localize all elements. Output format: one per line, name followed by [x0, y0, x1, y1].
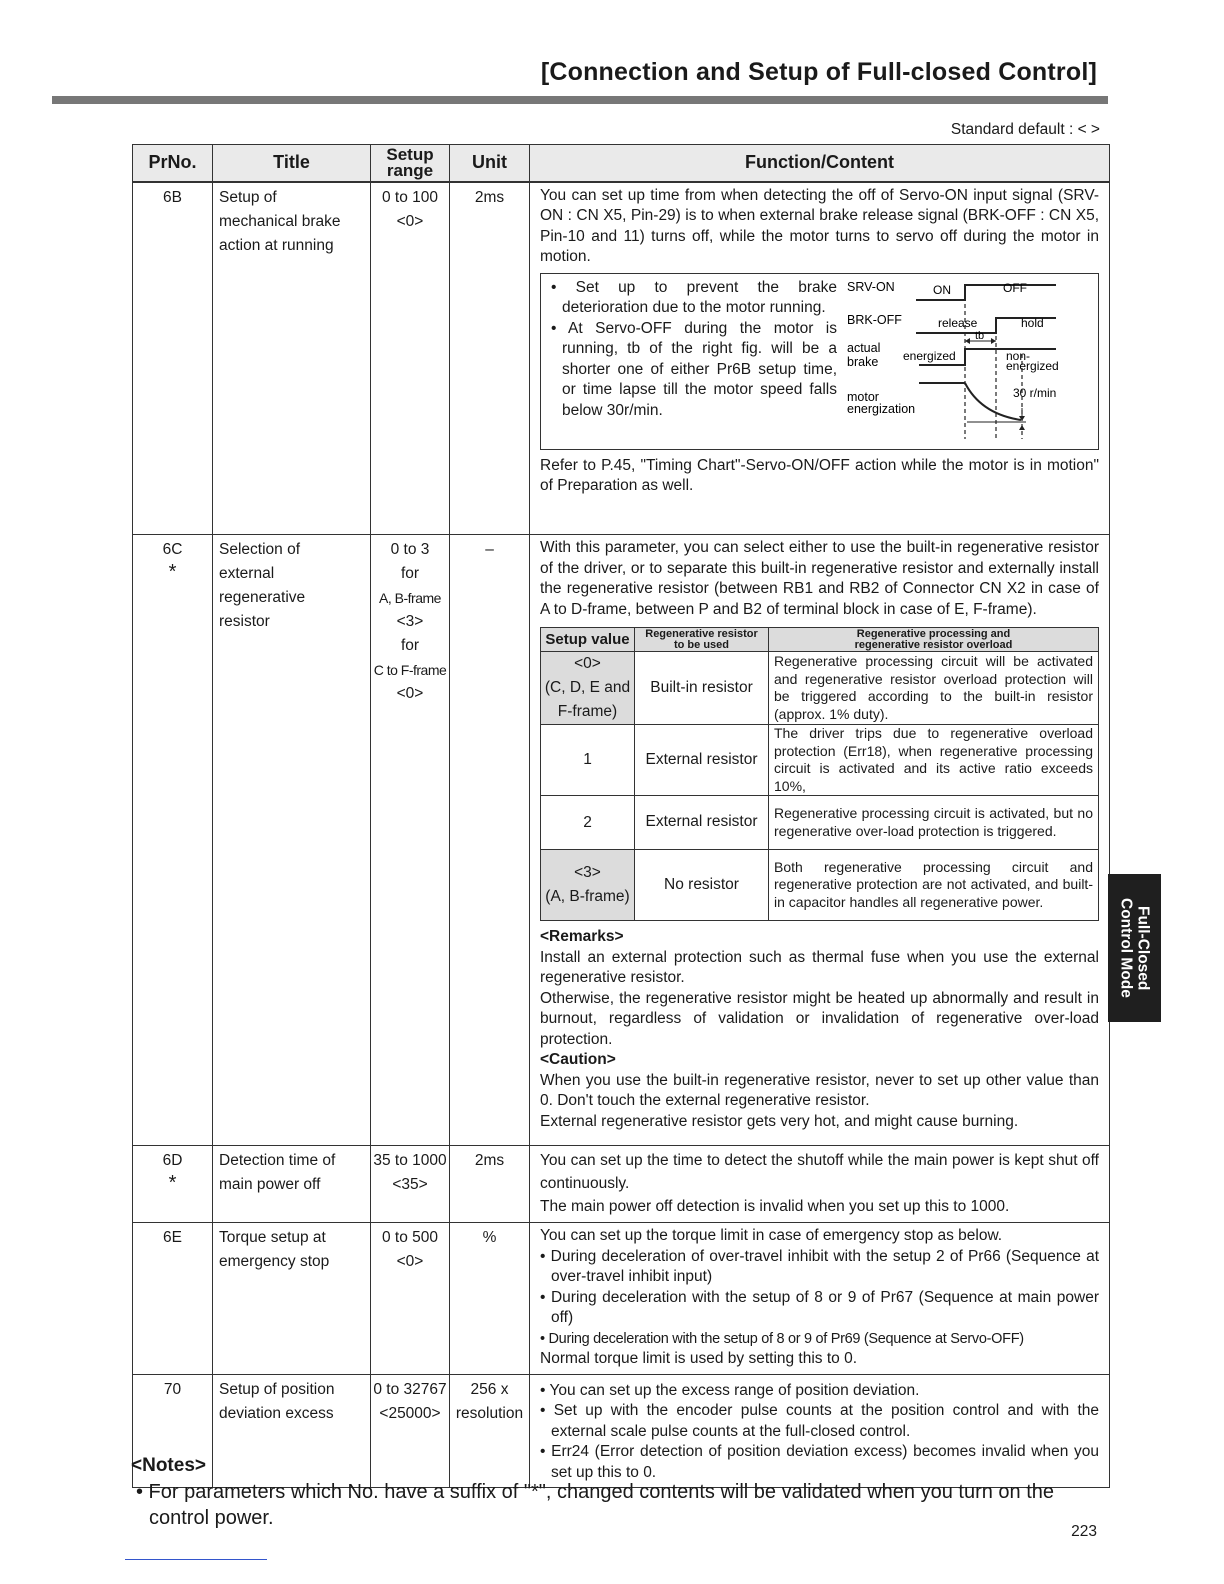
label-off: OFF: [1003, 280, 1027, 295]
regen-row: [541, 725, 1099, 796]
remarks-label: <Remarks>: [540, 928, 624, 945]
param-title-line: mechanical brake: [219, 212, 341, 230]
param-number-cell: [133, 1146, 213, 1223]
table-row: [133, 1223, 1110, 1375]
setup-value-line: <3>: [574, 864, 601, 881]
setup-value-line: F-frame): [557, 703, 618, 720]
param-number: 6D: [162, 1152, 183, 1169]
regen-processing: Both regenerative processing circuit and regenerative protection are not activated, and built-in capacitor handles all regenerative power.: [769, 850, 1099, 921]
unit-line: resolution: [455, 1404, 524, 1422]
label-on: ON: [933, 282, 951, 297]
param-function: [530, 1146, 1110, 1223]
label-release: release: [938, 315, 978, 330]
param-title-line: resistor: [219, 613, 270, 630]
parameter-table: [132, 144, 1110, 1488]
param-title-line: Setup of position: [219, 1380, 335, 1398]
label-energized: energized: [903, 348, 956, 363]
setup-value-line: <0>: [574, 655, 601, 672]
standard-default-note: Standard default : < >: [950, 121, 1100, 138]
header-setup-range-line2: range: [386, 160, 434, 180]
range-line: C to F-frame: [373, 662, 447, 678]
label-energization: energization: [847, 401, 916, 416]
regen-row: [541, 796, 1099, 850]
setup-value-line: 1: [583, 751, 592, 768]
table-header-row: [133, 145, 1110, 182]
param-setup-range: [371, 182, 450, 535]
regen-header-processing: [769, 628, 1099, 652]
remarks-text: Otherwise, the regenerative resistor might be heated up abnormally and result in burnout, regardless of validation or invalidation of regenerative over-load protection.: [540, 989, 1099, 1048]
range-line: 0 to 500: [381, 1229, 439, 1246]
param-title-line: Torque setup at: [219, 1229, 326, 1246]
header-title: Title: [213, 145, 371, 182]
param-title-line: emergency stop: [219, 1253, 330, 1270]
range-line: <3>: [396, 613, 424, 630]
side-tab-label: Full-Closed Control Mode: [1117, 898, 1152, 998]
param-number: 6B: [133, 182, 213, 535]
param-number: 6C: [162, 541, 183, 558]
function-outro: Normal torque limit is used by setting this to 0.: [540, 1350, 858, 1367]
param-unit: %: [450, 1223, 530, 1375]
range-line: <25000>: [379, 1404, 441, 1422]
regen-processing: The driver trips due to regenerative overload protection (Err18), when regenerative processing circuit is activated and its active ratio exceeds 10%,: [769, 725, 1099, 796]
regen-header-resistor-l1: Regenerative resistor: [645, 627, 758, 640]
param-number-cell: [133, 535, 213, 1146]
range-line: for: [400, 565, 420, 582]
notes-text: • For parameters which No. have a suffix of "*", changed contents will be validated when you turn on the control power.: [136, 1481, 1055, 1529]
regen-header-processing-l2: regenerative resistor overload: [854, 638, 1013, 651]
function-intro: With this parameter, you can select either to use the built-in regenerative resistor of the driver, or to separate this built-in regenerative resistor and externally install the regenerative resistor (between RB1 and RB2 of Connector CN X2 in case of A to D-frame, between P and B2 of terminal block in case of E, F-frame).: [540, 539, 1099, 618]
power-cycle-star: *: [168, 561, 177, 583]
label-hold: hold: [1021, 315, 1044, 330]
table-row: [133, 182, 1110, 535]
param-title: [213, 1146, 371, 1223]
param-number: 6E: [133, 1223, 213, 1375]
function-refer: Refer to P.45, "Timing Chart"-Servo-ON/OFF action while the motor is in motion" of Preparation as well.: [540, 456, 1099, 494]
label-speed: 30 r/min: [1013, 385, 1057, 400]
param-title-line: action at running: [219, 236, 334, 254]
regen-resistor: External resistor: [635, 725, 769, 796]
brake-timing-box: [540, 273, 1099, 450]
range-line: A, B-frame: [379, 590, 441, 606]
param-unit: [450, 1374, 530, 1488]
param-title-line: main power off: [219, 1176, 321, 1193]
param-setup-range: [371, 1146, 450, 1223]
function-intro: You can set up time from when detecting the off of Servo-ON input signal (SRV-ON : CN X5, Pin-29) is to when external brake release signal (BRK-OFF : CN X5, Pin-10 and 11) turns off, while the motor turns to servo off during the motor in motion.: [540, 186, 1099, 265]
function-text: The main power off detection is invalid when you set up this to 1000.: [540, 1198, 1010, 1215]
power-cycle-star: *: [168, 1172, 177, 1194]
regen-table: [540, 627, 1099, 921]
section-side-tab: [1108, 874, 1161, 1022]
param-title-line: Detection time of: [219, 1152, 336, 1169]
param-title-line: regenerative: [219, 589, 306, 606]
param-unit: 2ms: [450, 1146, 530, 1223]
header-unit: Unit: [450, 145, 530, 182]
regen-resistor: No resistor: [635, 850, 769, 921]
bullet-item: • During deceleration with the setup of 8 or 9 of Pr67 (Sequence at main power off): [540, 1288, 1099, 1326]
brake-notes: [541, 274, 841, 449]
regen-row: [541, 850, 1099, 921]
range-line: <0>: [396, 1253, 424, 1270]
label-tb: tb: [975, 329, 985, 342]
regen-header-row: [541, 628, 1099, 652]
remarks-text: Install an external protection such as thermal fuse when you use the external regenerative resistor.: [540, 948, 1099, 986]
bullet-item: • Set up with the encoder pulse counts at the position control and with the external scale pulse counts at the full-closed control.: [540, 1402, 1099, 1440]
range-line: <0>: [396, 685, 424, 702]
param-title: [213, 1223, 371, 1375]
regen-processing: Regenerative processing circuit is activated, but no regenerative over-load protection is triggered.: [769, 796, 1099, 850]
label-non-energized: energized: [1006, 358, 1059, 373]
bullet-item: • At Servo-OFF during the motor is running, tb of the right fig. will be a shorter one of either Pr6B setup time, or time lapse till the motor speed falls below 30r/min.: [551, 319, 837, 419]
regen-setup-value: [541, 725, 635, 796]
bullet-item: • During deceleration with the setup of 8 or 9 of Pr69 (Sequence at Servo-OFF): [540, 1330, 1024, 1347]
param-setup-range: [371, 535, 450, 1146]
table-row: [133, 1146, 1110, 1223]
label-actual: actual: [847, 340, 881, 355]
regen-setup-value: [541, 652, 635, 725]
param-title: [213, 182, 371, 535]
regen-resistor: Built-in resistor: [635, 652, 769, 725]
setup-value-line: (C, D, E and: [544, 679, 631, 696]
regen-processing: Regenerative processing circuit will be activated and regenerative resistor overload protection will be triggered according to the built-in resistor (approx. 1% duty).: [769, 652, 1099, 725]
label-srv-on: SRV-ON: [847, 279, 895, 294]
param-function: [530, 1374, 1110, 1488]
header-rule: [52, 96, 1108, 104]
table-row: [133, 1374, 1110, 1488]
param-unit: –: [450, 535, 530, 1146]
regen-header-resistor: [635, 628, 769, 652]
range-line: 0 to 32767: [373, 1380, 447, 1398]
setup-value-line: (A, B-frame): [545, 888, 630, 905]
range-line: for: [400, 637, 420, 654]
param-unit: 2ms: [450, 182, 530, 535]
setup-value-line: 2: [583, 813, 592, 831]
header-prno: PrNo.: [133, 145, 213, 182]
notes-title: <Notes>: [131, 1455, 206, 1476]
bullet-item: • Set up to prevent the brake deterioration due to the motor running.: [551, 278, 837, 316]
timing-diagram: [841, 274, 1086, 449]
param-function: [530, 1223, 1110, 1375]
bullet-item: • During deceleration of over-travel inhibit with the setup 2 of Pr66 (Sequence at over-travel inhibit input): [540, 1247, 1099, 1285]
param-setup-range: [371, 1374, 450, 1488]
label-non: non-: [1006, 348, 1031, 363]
regen-resistor: External resistor: [635, 796, 769, 850]
range-line: 0 to 3: [390, 541, 430, 558]
param-title: [213, 1374, 371, 1488]
footer-line: [125, 1559, 267, 1560]
regen-setup-value: [541, 796, 635, 850]
range-line: <35>: [392, 1176, 428, 1193]
regen-header-setup: Setup value: [541, 628, 635, 652]
caution-label: <Caution>: [540, 1051, 616, 1068]
param-title: [213, 535, 371, 1146]
caution-text: When you use the built-in regenerative resistor, never to set up other value than 0. Don't touch the external regenerative resistor.: [540, 1071, 1099, 1109]
function-text: You can set up the time to detect the shutoff while the main power is kept shut off continuously.: [540, 1152, 1099, 1192]
bullet-item: • You can set up the excess range of position deviation.: [540, 1381, 920, 1399]
regen-row: [541, 652, 1099, 725]
param-function: [530, 182, 1110, 535]
label-brake: brake: [847, 354, 879, 369]
function-intro: You can set up the torque limit in case of emergency stop as below.: [540, 1227, 1003, 1244]
unit-line: 256 x: [470, 1380, 509, 1398]
bullet-item: • Err24 (Error detection of position deviation excess) becomes invalid when you set up this to 0.: [540, 1443, 1099, 1481]
header-setup-range-line1: Setup: [386, 144, 434, 164]
range-line: <0>: [396, 212, 424, 230]
header-setup-range: [371, 145, 450, 182]
range-line: 35 to 1000: [373, 1152, 447, 1169]
regen-setup-value: [541, 850, 635, 921]
range-line: 0 to 100: [381, 188, 439, 206]
page-number: 223: [1071, 1523, 1097, 1540]
param-title-line: deviation excess: [219, 1404, 334, 1422]
caution-text: External regenerative resistor gets very hot, and might cause burning.: [540, 1112, 1019, 1130]
param-setup-range: [371, 1223, 450, 1375]
brake-timing-chart: [841, 274, 1098, 449]
header-function: Function/Content: [530, 145, 1110, 182]
label-motor: motor: [847, 389, 879, 404]
param-title-line: Selection of: [219, 541, 300, 558]
param-function: [530, 535, 1110, 1146]
regen-header-resistor-l2: to be used: [673, 638, 729, 651]
table-row: [133, 535, 1110, 1146]
param-number: 70: [133, 1374, 213, 1488]
param-title-line: Setup of: [219, 188, 277, 206]
regen-header-processing-l1: Regenerative processing and: [856, 627, 1011, 640]
label-brk-off: BRK-OFF: [847, 312, 902, 327]
page-title: [Connection and Setup of Full-closed Control]: [540, 58, 1097, 86]
param-title-line: external: [219, 565, 275, 582]
